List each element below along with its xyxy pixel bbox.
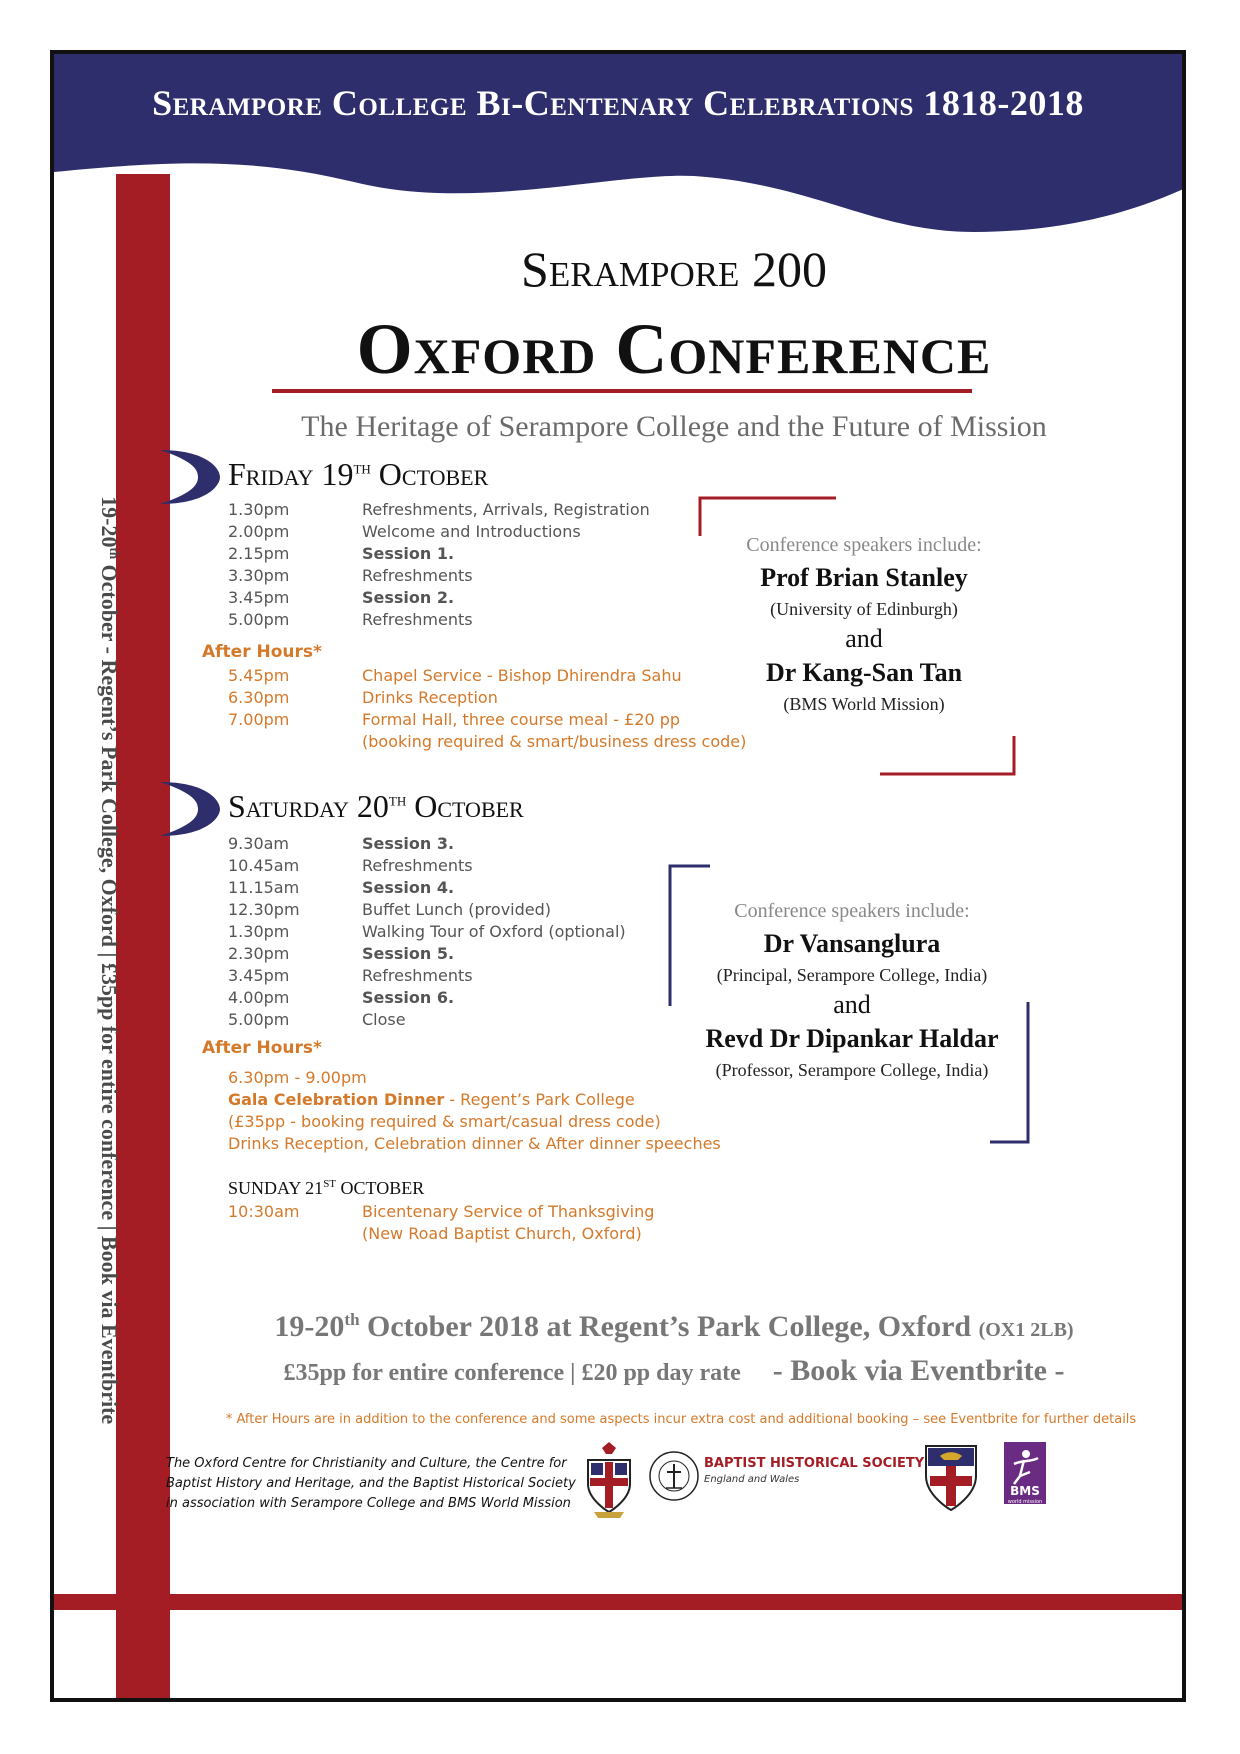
friday-after-hours-label: After Hours* — [202, 642, 322, 662]
speakers-and: and — [833, 990, 871, 1019]
gala-dinner-booking: (£35pp - booking required & smart/casual dress code) — [228, 1112, 661, 1131]
speaker-name: Revd Dr Dipankar Haldar — [705, 1024, 999, 1053]
after-hours-footnote: * After Hours are in addition to the conference and some aspects incur extra cost and additional booking – see Eventbrite for further details — [225, 1412, 1137, 1427]
bms-logo-subtext: world mission — [1007, 1499, 1043, 1505]
speaker-affiliation: (Professor, Serampore College, India) — [715, 1060, 989, 1080]
bms-logo-text: BMS — [1010, 1484, 1040, 1498]
speaker-affiliation: (BMS World Mission) — [783, 694, 945, 714]
footer-date-venue: 19-20th October 2018 at Regent’s Park College, Oxford (OX1 2LB) — [274, 1310, 1074, 1343]
speaker-affiliation: (University of Edinburgh) — [770, 599, 958, 619]
speaker-name: Dr Vansanglura — [763, 929, 941, 958]
speakers-box-2 — [674, 900, 1030, 1081]
vertical-side-text: 19-20th October - Regent’s Park College, Oxford | £35pp for entire conference | Book via Eventbrite — [96, 496, 123, 1425]
speakers-box-1 — [704, 534, 1024, 715]
friday-after-hours: 5.45pm Chapel Service - Bishop Dhirendra Sahu 6.30pm Drinks Reception 7.00pm Formal Hall, three course meal - £20 pp (booking required & smart/business dress code) — [228, 666, 747, 751]
crescent-marker-friday — [154, 446, 224, 508]
book-via-eventbrite: - Book via Eventbrite - — [772, 1354, 1065, 1387]
saturday-after-hours-label: After Hours* — [202, 1038, 322, 1058]
header-title: Serampore College Bi-Centenary Celebrations 1818-2018 — [152, 83, 1084, 123]
saturday-heading: Saturday 20th October — [228, 788, 524, 824]
gala-dinner-details: Drinks Reception, Celebration dinner & After dinner speeches — [228, 1134, 721, 1153]
after-hours-note: (booking required & smart/business dress code) — [362, 732, 747, 751]
speaker-name: Dr Kang-San Tan — [765, 658, 963, 687]
friday-schedule: 1.30pm Refreshments, Arrivals, Registration 2.00pm Welcome and Introductions 2.15pm Session 1. 3.30pm Refreshments 3.45pm Session 2. 5.00pm Refreshments — [228, 500, 650, 629]
bhs-logo-subtitle: England and Wales — [704, 1474, 800, 1485]
regents-crest-icon — [924, 1442, 978, 1514]
bhs-logo-title: BAPTIST HISTORICAL SOCIETY — [704, 1456, 925, 1471]
speakers-and: and — [845, 624, 883, 653]
title-underline — [272, 389, 972, 393]
gala-dinner-line: Gala Celebration Dinner - Regent’s Park College — [228, 1090, 635, 1109]
speaker-name: Prof Brian Stanley — [760, 563, 968, 592]
speakers-intro: Conference speakers include: — [746, 534, 982, 556]
after-hours-time: 6.30pm - 9.00pm — [228, 1068, 367, 1087]
title-oxford-conference: Oxford Conference — [356, 309, 992, 389]
college-crest-icon — [582, 1442, 636, 1520]
sunday-schedule: 10:30am Bicentenary Service of Thanksgiving (New Road Baptist Church, Oxford) — [228, 1202, 655, 1243]
crescent-marker-saturday — [154, 778, 224, 840]
red-horizontal-bar — [54, 1594, 1186, 1610]
friday-heading: Friday 19th October — [228, 456, 489, 492]
organisers-credit: The Oxford Centre for Christianity and Culture, the Centre for Baptist History and Heritage, and the Baptist Historical Society in association with Serampore College and BMS World Mission — [166, 1456, 576, 1511]
red-vertical-bar — [116, 174, 170, 1702]
subtitle: The Heritage of Serampore College and the Future of Mission — [301, 410, 1047, 443]
footer-pricing: £35pp for entire conference | £20 pp day rate - Book via Eventbrite - — [283, 1354, 1065, 1387]
saturday-schedule: 9.30am Session 3. 10.45am Refreshments 11.15am Session 4. 12.30pm Buffet Lunch (provided) 1.30pm Walking Tour of Oxford (optional) 2.30pm Session 5. 3.45pm Refreshments 4.00pm Session 6. 5.00pm Close — [228, 834, 626, 1029]
sunday-venue: (New Road Baptist Church, Oxford) — [362, 1224, 642, 1243]
speakers-intro: Conference speakers include: — [734, 900, 970, 922]
bhs-seal-icon — [648, 1450, 700, 1502]
poster-frame — [50, 50, 1186, 1702]
sunday-heading: SUNDAY 21ST OCTOBER — [228, 1178, 425, 1198]
title-serampore-200: Serampore 200 — [521, 241, 827, 297]
speaker-affiliation: (Principal, Serampore College, India) — [716, 965, 988, 985]
